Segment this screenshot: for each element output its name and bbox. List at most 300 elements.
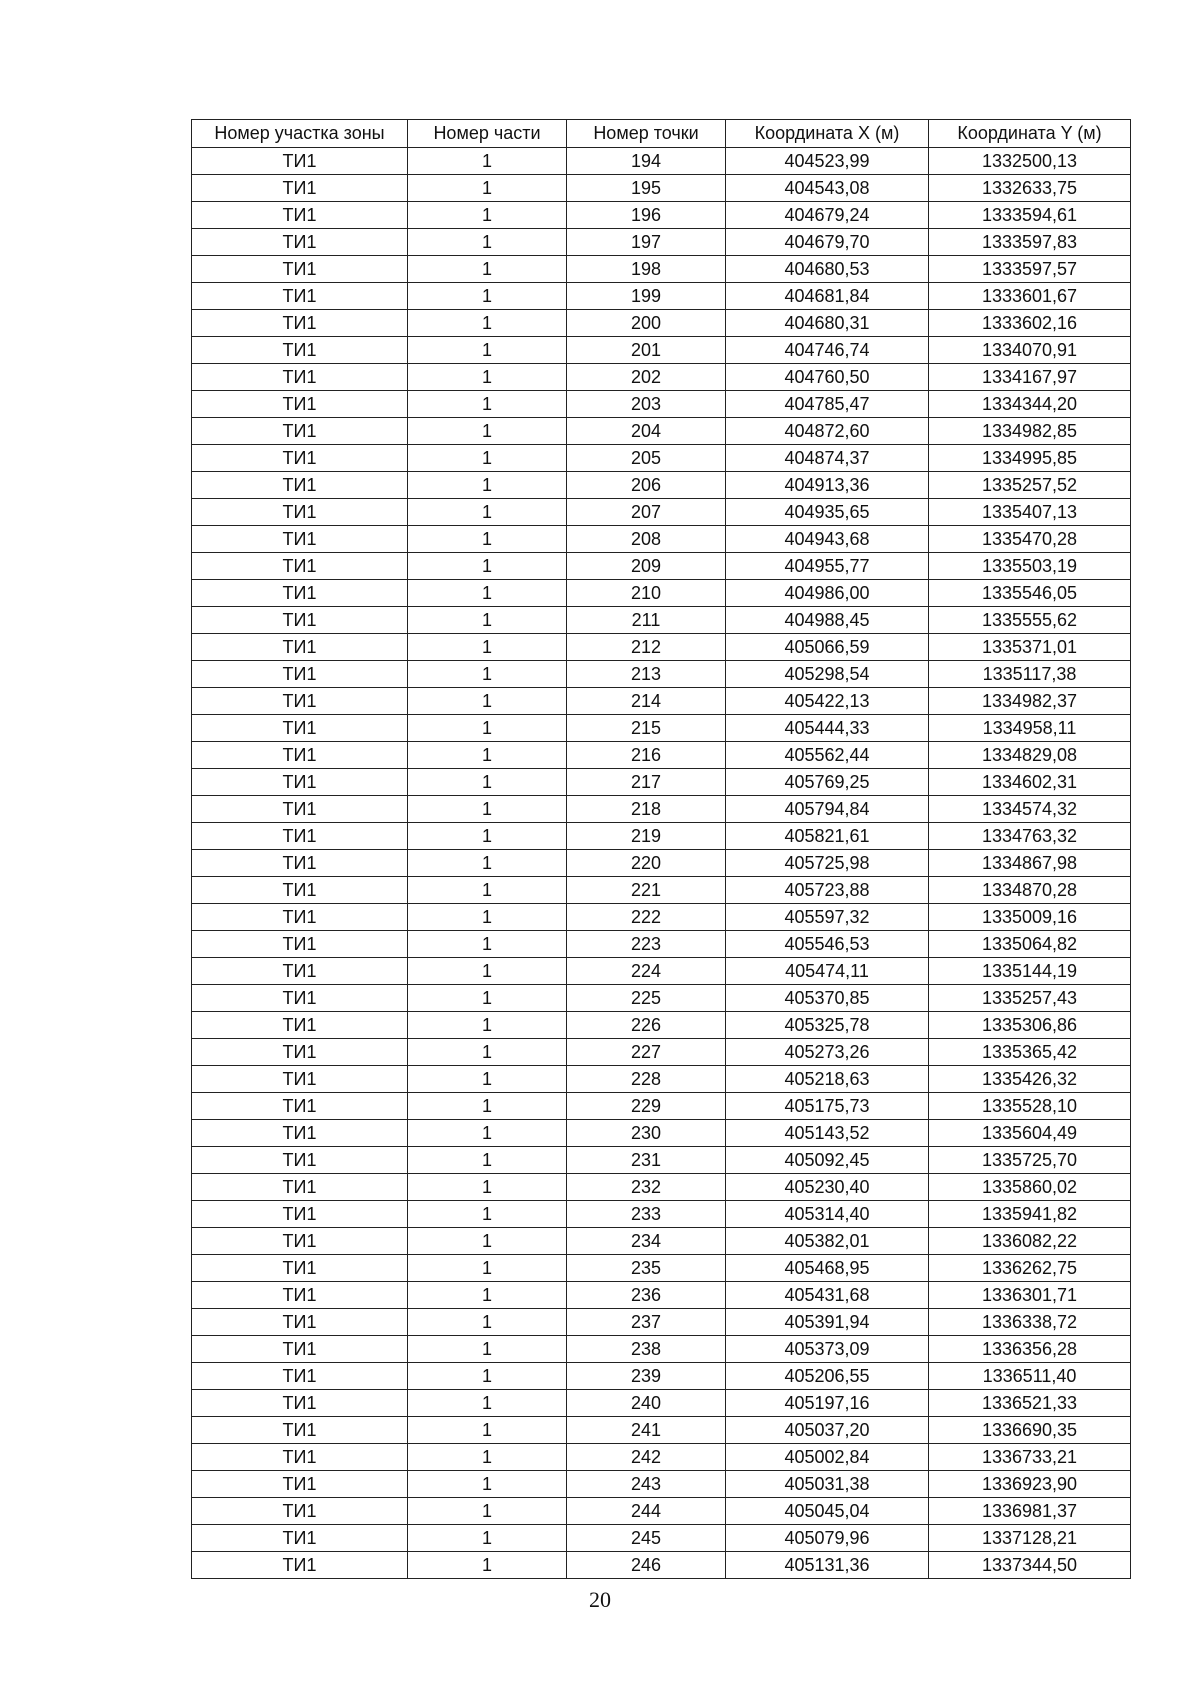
cell-zone-section: ТИ1 (192, 1147, 408, 1174)
cell-zone-section: ТИ1 (192, 688, 408, 715)
cell-zone-section: ТИ1 (192, 796, 408, 823)
cell-coordinate-y: 1334995,85 (929, 445, 1131, 472)
cell-point-number: 215 (567, 715, 726, 742)
cell-point-number: 200 (567, 310, 726, 337)
cell-coordinate-x: 405175,73 (726, 1093, 929, 1120)
cell-point-number: 221 (567, 877, 726, 904)
cell-zone-section: ТИ1 (192, 337, 408, 364)
cell-point-number: 205 (567, 445, 726, 472)
table-row (192, 1174, 1131, 1201)
table-row (192, 445, 1131, 472)
cell-part-number: 1 (408, 175, 567, 202)
cell-coordinate-x: 405370,85 (726, 985, 929, 1012)
cell-coordinate-x: 404680,31 (726, 310, 929, 337)
header-row (192, 120, 1131, 148)
cell-zone-section: ТИ1 (192, 283, 408, 310)
cell-part-number: 1 (408, 850, 567, 877)
cell-coordinate-y: 1335470,28 (929, 526, 1131, 553)
cell-coordinate-x: 405444,33 (726, 715, 929, 742)
cell-coordinate-y: 1337128,21 (929, 1525, 1131, 1552)
cell-coordinate-y: 1334602,31 (929, 769, 1131, 796)
cell-coordinate-y: 1334982,37 (929, 688, 1131, 715)
cell-coordinate-y: 1333602,16 (929, 310, 1131, 337)
cell-zone-section: ТИ1 (192, 1174, 408, 1201)
cell-coordinate-x: 404679,70 (726, 229, 929, 256)
cell-part-number: 1 (408, 445, 567, 472)
cell-zone-section: ТИ1 (192, 1390, 408, 1417)
cell-coordinate-y: 1335604,49 (929, 1120, 1131, 1147)
cell-point-number: 234 (567, 1228, 726, 1255)
table-row (192, 1390, 1131, 1417)
cell-part-number: 1 (408, 1552, 567, 1579)
table-row (192, 742, 1131, 769)
table-row (192, 904, 1131, 931)
cell-point-number: 225 (567, 985, 726, 1012)
header-coordinate-x: Координата X (м) (726, 120, 929, 148)
cell-coordinate-y: 1335941,82 (929, 1201, 1131, 1228)
cell-point-number: 236 (567, 1282, 726, 1309)
cell-part-number: 1 (408, 1471, 567, 1498)
cell-coordinate-x: 404872,60 (726, 418, 929, 445)
cell-zone-section: ТИ1 (192, 1255, 408, 1282)
cell-point-number: 244 (567, 1498, 726, 1525)
cell-zone-section: ТИ1 (192, 1120, 408, 1147)
cell-coordinate-x: 405031,38 (726, 1471, 929, 1498)
cell-part-number: 1 (408, 148, 567, 175)
cell-point-number: 209 (567, 553, 726, 580)
cell-coordinate-x: 405794,84 (726, 796, 929, 823)
cell-zone-section: ТИ1 (192, 823, 408, 850)
cell-coordinate-y: 1334867,98 (929, 850, 1131, 877)
cell-point-number: 233 (567, 1201, 726, 1228)
cell-zone-section: ТИ1 (192, 391, 408, 418)
cell-coordinate-x: 405273,26 (726, 1039, 929, 1066)
cell-zone-section: ТИ1 (192, 1498, 408, 1525)
cell-coordinate-y: 1334829,08 (929, 742, 1131, 769)
table-row (192, 607, 1131, 634)
cell-coordinate-x: 405325,78 (726, 1012, 929, 1039)
cell-point-number: 197 (567, 229, 726, 256)
cell-coordinate-x: 405474,11 (726, 958, 929, 985)
cell-coordinate-y: 1335064,82 (929, 931, 1131, 958)
cell-point-number: 223 (567, 931, 726, 958)
cell-part-number: 1 (408, 364, 567, 391)
table-row (192, 526, 1131, 553)
cell-part-number: 1 (408, 877, 567, 904)
cell-coordinate-x: 405079,96 (726, 1525, 929, 1552)
cell-zone-section: ТИ1 (192, 1417, 408, 1444)
cell-point-number: 207 (567, 499, 726, 526)
cell-part-number: 1 (408, 1282, 567, 1309)
table-row (192, 499, 1131, 526)
cell-part-number: 1 (408, 553, 567, 580)
cell-coordinate-x: 405546,53 (726, 931, 929, 958)
cell-coordinate-x: 404955,77 (726, 553, 929, 580)
page-number: 20 (589, 1587, 611, 1612)
cell-coordinate-y: 1334763,32 (929, 823, 1131, 850)
cell-part-number: 1 (408, 958, 567, 985)
cell-coordinate-x: 404523,99 (726, 148, 929, 175)
cell-coordinate-y: 1335117,38 (929, 661, 1131, 688)
cell-coordinate-y: 1334574,32 (929, 796, 1131, 823)
cell-coordinate-x: 405468,95 (726, 1255, 929, 1282)
cell-part-number: 1 (408, 634, 567, 661)
cell-point-number: 210 (567, 580, 726, 607)
cell-part-number: 1 (408, 1012, 567, 1039)
cell-zone-section: ТИ1 (192, 310, 408, 337)
cell-point-number: 216 (567, 742, 726, 769)
cell-coordinate-x: 405431,68 (726, 1282, 929, 1309)
cell-point-number: 222 (567, 904, 726, 931)
cell-part-number: 1 (408, 283, 567, 310)
cell-point-number: 226 (567, 1012, 726, 1039)
cell-point-number: 240 (567, 1390, 726, 1417)
cell-zone-section: ТИ1 (192, 229, 408, 256)
cell-point-number: 246 (567, 1552, 726, 1579)
cell-coordinate-y: 1333594,61 (929, 202, 1131, 229)
cell-zone-section: ТИ1 (192, 1039, 408, 1066)
cell-coordinate-x: 405218,63 (726, 1066, 929, 1093)
cell-coordinate-y: 1332633,75 (929, 175, 1131, 202)
cell-part-number: 1 (408, 580, 567, 607)
header-point-number: Номер точки (567, 120, 726, 148)
cell-coordinate-x: 405821,61 (726, 823, 929, 850)
table-row (192, 553, 1131, 580)
header-zone-section: Номер участка зоны (192, 120, 408, 148)
cell-coordinate-x: 405092,45 (726, 1147, 929, 1174)
table-row (192, 1066, 1131, 1093)
table-row (192, 472, 1131, 499)
cell-coordinate-x: 405723,88 (726, 877, 929, 904)
cell-zone-section: ТИ1 (192, 499, 408, 526)
cell-part-number: 1 (408, 1120, 567, 1147)
cell-zone-section: ТИ1 (192, 742, 408, 769)
table-row (192, 796, 1131, 823)
cell-coordinate-y: 1334344,20 (929, 391, 1131, 418)
cell-point-number: 196 (567, 202, 726, 229)
table-row (192, 688, 1131, 715)
cell-coordinate-x: 405143,52 (726, 1120, 929, 1147)
table-row (192, 1552, 1131, 1579)
cell-part-number: 1 (408, 904, 567, 931)
cell-zone-section: ТИ1 (192, 1552, 408, 1579)
table-row (192, 958, 1131, 985)
table-row (192, 337, 1131, 364)
cell-part-number: 1 (408, 229, 567, 256)
cell-zone-section: ТИ1 (192, 931, 408, 958)
cell-part-number: 1 (408, 1336, 567, 1363)
table-row (192, 1255, 1131, 1282)
cell-point-number: 194 (567, 148, 726, 175)
table-row (192, 310, 1131, 337)
cell-coordinate-x: 405206,55 (726, 1363, 929, 1390)
cell-coordinate-y: 1334167,97 (929, 364, 1131, 391)
cell-coordinate-x: 404986,00 (726, 580, 929, 607)
coordinates-table (191, 119, 1131, 1579)
table-row (192, 661, 1131, 688)
cell-coordinate-y: 1335426,32 (929, 1066, 1131, 1093)
cell-zone-section: ТИ1 (192, 1228, 408, 1255)
cell-point-number: 232 (567, 1174, 726, 1201)
cell-coordinate-y: 1334870,28 (929, 877, 1131, 904)
cell-coordinate-y: 1335009,16 (929, 904, 1131, 931)
cell-point-number: 239 (567, 1363, 726, 1390)
cell-point-number: 201 (567, 337, 726, 364)
table-row (192, 1012, 1131, 1039)
cell-coordinate-y: 1336690,35 (929, 1417, 1131, 1444)
cell-coordinate-x: 404680,53 (726, 256, 929, 283)
cell-zone-section: ТИ1 (192, 1201, 408, 1228)
cell-part-number: 1 (408, 499, 567, 526)
cell-zone-section: ТИ1 (192, 202, 408, 229)
table-row (192, 391, 1131, 418)
cell-zone-section: ТИ1 (192, 580, 408, 607)
cell-coordinate-y: 1335860,02 (929, 1174, 1131, 1201)
table-row (192, 1039, 1131, 1066)
cell-point-number: 211 (567, 607, 726, 634)
cell-zone-section: ТИ1 (192, 445, 408, 472)
cell-zone-section: ТИ1 (192, 958, 408, 985)
cell-zone-section: ТИ1 (192, 526, 408, 553)
cell-coordinate-x: 405373,09 (726, 1336, 929, 1363)
cell-coordinate-y: 1336923,90 (929, 1471, 1131, 1498)
cell-coordinate-x: 405391,94 (726, 1309, 929, 1336)
table-row (192, 1336, 1131, 1363)
cell-part-number: 1 (408, 1444, 567, 1471)
cell-coordinate-y: 1335144,19 (929, 958, 1131, 985)
cell-coordinate-y: 1335257,43 (929, 985, 1131, 1012)
cell-coordinate-x: 405230,40 (726, 1174, 929, 1201)
cell-coordinate-y: 1334982,85 (929, 418, 1131, 445)
cell-coordinate-y: 1335503,19 (929, 553, 1131, 580)
cell-point-number: 202 (567, 364, 726, 391)
table-row (192, 1120, 1131, 1147)
table-row (192, 850, 1131, 877)
cell-part-number: 1 (408, 715, 567, 742)
table-row (192, 823, 1131, 850)
cell-coordinate-y: 1333597,57 (929, 256, 1131, 283)
cell-coordinate-x: 404785,47 (726, 391, 929, 418)
cell-zone-section: ТИ1 (192, 1525, 408, 1552)
table-row (192, 985, 1131, 1012)
table-row (192, 1444, 1131, 1471)
cell-coordinate-y: 1335546,05 (929, 580, 1131, 607)
cell-point-number: 229 (567, 1093, 726, 1120)
cell-zone-section: ТИ1 (192, 1471, 408, 1498)
cell-part-number: 1 (408, 418, 567, 445)
cell-point-number: 208 (567, 526, 726, 553)
cell-part-number: 1 (408, 526, 567, 553)
cell-point-number: 238 (567, 1336, 726, 1363)
table-row (192, 1093, 1131, 1120)
cell-point-number: 235 (567, 1255, 726, 1282)
cell-zone-section: ТИ1 (192, 256, 408, 283)
table-row (192, 1228, 1131, 1255)
cell-coordinate-y: 1337344,50 (929, 1552, 1131, 1579)
cell-point-number: 237 (567, 1309, 726, 1336)
table-row (192, 877, 1131, 904)
cell-point-number: 203 (567, 391, 726, 418)
cell-point-number: 231 (567, 1147, 726, 1174)
cell-coordinate-x: 405422,13 (726, 688, 929, 715)
cell-point-number: 213 (567, 661, 726, 688)
cell-point-number: 227 (567, 1039, 726, 1066)
table-row (192, 1309, 1131, 1336)
cell-part-number: 1 (408, 1309, 567, 1336)
cell-zone-section: ТИ1 (192, 1336, 408, 1363)
cell-part-number: 1 (408, 1066, 567, 1093)
cell-coordinate-x: 404913,36 (726, 472, 929, 499)
cell-point-number: 217 (567, 769, 726, 796)
cell-part-number: 1 (408, 310, 567, 337)
cell-coordinate-y: 1335407,13 (929, 499, 1131, 526)
table-row (192, 283, 1131, 310)
cell-coordinate-y: 1335725,70 (929, 1147, 1131, 1174)
cell-zone-section: ТИ1 (192, 364, 408, 391)
cell-zone-section: ТИ1 (192, 472, 408, 499)
cell-coordinate-x: 404746,74 (726, 337, 929, 364)
cell-zone-section: ТИ1 (192, 418, 408, 445)
cell-coordinate-y: 1332500,13 (929, 148, 1131, 175)
cell-part-number: 1 (408, 688, 567, 715)
cell-part-number: 1 (408, 1417, 567, 1444)
cell-point-number: 245 (567, 1525, 726, 1552)
cell-coordinate-x: 404943,68 (726, 526, 929, 553)
cell-part-number: 1 (408, 202, 567, 229)
cell-point-number: 219 (567, 823, 726, 850)
cell-coordinate-x: 405725,98 (726, 850, 929, 877)
cell-zone-section: ТИ1 (192, 1282, 408, 1309)
cell-coordinate-x: 405131,36 (726, 1552, 929, 1579)
cell-zone-section: ТИ1 (192, 553, 408, 580)
cell-point-number: 242 (567, 1444, 726, 1471)
cell-coordinate-x: 405769,25 (726, 769, 929, 796)
cell-zone-section: ТИ1 (192, 175, 408, 202)
cell-coordinate-x: 405314,40 (726, 1201, 929, 1228)
cell-zone-section: ТИ1 (192, 661, 408, 688)
cell-point-number: 228 (567, 1066, 726, 1093)
cell-part-number: 1 (408, 931, 567, 958)
table-row (192, 1147, 1131, 1174)
cell-zone-section: ТИ1 (192, 877, 408, 904)
cell-point-number: 220 (567, 850, 726, 877)
cell-coordinate-y: 1336356,28 (929, 1336, 1131, 1363)
cell-coordinate-y: 1335306,86 (929, 1012, 1131, 1039)
cell-coordinate-y: 1336082,22 (929, 1228, 1131, 1255)
cell-zone-section: ТИ1 (192, 1444, 408, 1471)
table-row (192, 202, 1131, 229)
cell-coordinate-x: 404543,08 (726, 175, 929, 202)
table-row (192, 1363, 1131, 1390)
cell-coordinate-y: 1336733,21 (929, 1444, 1131, 1471)
table-row (192, 418, 1131, 445)
cell-zone-section: ТИ1 (192, 985, 408, 1012)
cell-part-number: 1 (408, 742, 567, 769)
table-row (192, 931, 1131, 958)
cell-coordinate-y: 1335528,10 (929, 1093, 1131, 1120)
cell-part-number: 1 (408, 985, 567, 1012)
cell-part-number: 1 (408, 472, 567, 499)
cell-coordinate-y: 1336338,72 (929, 1309, 1131, 1336)
cell-part-number: 1 (408, 1201, 567, 1228)
cell-point-number: 206 (567, 472, 726, 499)
cell-coordinate-x: 404988,45 (726, 607, 929, 634)
cell-zone-section: ТИ1 (192, 1012, 408, 1039)
cell-zone-section: ТИ1 (192, 148, 408, 175)
cell-part-number: 1 (408, 1093, 567, 1120)
cell-coordinate-y: 1336511,40 (929, 1363, 1131, 1390)
cell-point-number: 230 (567, 1120, 726, 1147)
cell-point-number: 195 (567, 175, 726, 202)
cell-point-number: 199 (567, 283, 726, 310)
cell-zone-section: ТИ1 (192, 1363, 408, 1390)
cell-zone-section: ТИ1 (192, 607, 408, 634)
cell-point-number: 198 (567, 256, 726, 283)
table-row (192, 1282, 1131, 1309)
cell-coordinate-y: 1336301,71 (929, 1282, 1131, 1309)
table-row (192, 1201, 1131, 1228)
cell-coordinate-x: 405002,84 (726, 1444, 929, 1471)
cell-coordinate-y: 1336981,37 (929, 1498, 1131, 1525)
table-row (192, 1471, 1131, 1498)
cell-zone-section: ТИ1 (192, 634, 408, 661)
cell-point-number: 241 (567, 1417, 726, 1444)
table-row (192, 256, 1131, 283)
cell-coordinate-y: 1335365,42 (929, 1039, 1131, 1066)
cell-coordinate-x: 405045,04 (726, 1498, 929, 1525)
cell-coordinate-x: 405066,59 (726, 634, 929, 661)
cell-coordinate-x: 404681,84 (726, 283, 929, 310)
cell-point-number: 218 (567, 796, 726, 823)
cell-coordinate-x: 405382,01 (726, 1228, 929, 1255)
cell-coordinate-y: 1336521,33 (929, 1390, 1131, 1417)
cell-coordinate-y: 1335257,52 (929, 472, 1131, 499)
header-part-number: Номер части (408, 120, 567, 148)
cell-coordinate-y: 1336262,75 (929, 1255, 1131, 1282)
cell-point-number: 224 (567, 958, 726, 985)
cell-part-number: 1 (408, 391, 567, 418)
cell-coordinate-y: 1333601,67 (929, 283, 1131, 310)
table-row (192, 229, 1131, 256)
cell-coordinate-x: 404935,65 (726, 499, 929, 526)
cell-zone-section: ТИ1 (192, 769, 408, 796)
cell-coordinate-y: 1335371,01 (929, 634, 1131, 661)
cell-part-number: 1 (408, 661, 567, 688)
cell-part-number: 1 (408, 1039, 567, 1066)
cell-coordinate-x: 405597,32 (726, 904, 929, 931)
table-header (192, 120, 1131, 148)
cell-zone-section: ТИ1 (192, 1309, 408, 1336)
cell-coordinate-x: 404679,24 (726, 202, 929, 229)
cell-part-number: 1 (408, 796, 567, 823)
table-row (192, 715, 1131, 742)
cell-zone-section: ТИ1 (192, 1066, 408, 1093)
table-body (192, 148, 1131, 1579)
header-coordinate-y: Координата Y (м) (929, 120, 1131, 148)
cell-part-number: 1 (408, 1525, 567, 1552)
cell-part-number: 1 (408, 1147, 567, 1174)
cell-coordinate-y: 1335555,62 (929, 607, 1131, 634)
cell-point-number: 214 (567, 688, 726, 715)
cell-part-number: 1 (408, 1255, 567, 1282)
cell-zone-section: ТИ1 (192, 715, 408, 742)
cell-zone-section: ТИ1 (192, 850, 408, 877)
table-row (192, 364, 1131, 391)
cell-coordinate-x: 405298,54 (726, 661, 929, 688)
cell-point-number: 243 (567, 1471, 726, 1498)
cell-zone-section: ТИ1 (192, 904, 408, 931)
cell-part-number: 1 (408, 256, 567, 283)
